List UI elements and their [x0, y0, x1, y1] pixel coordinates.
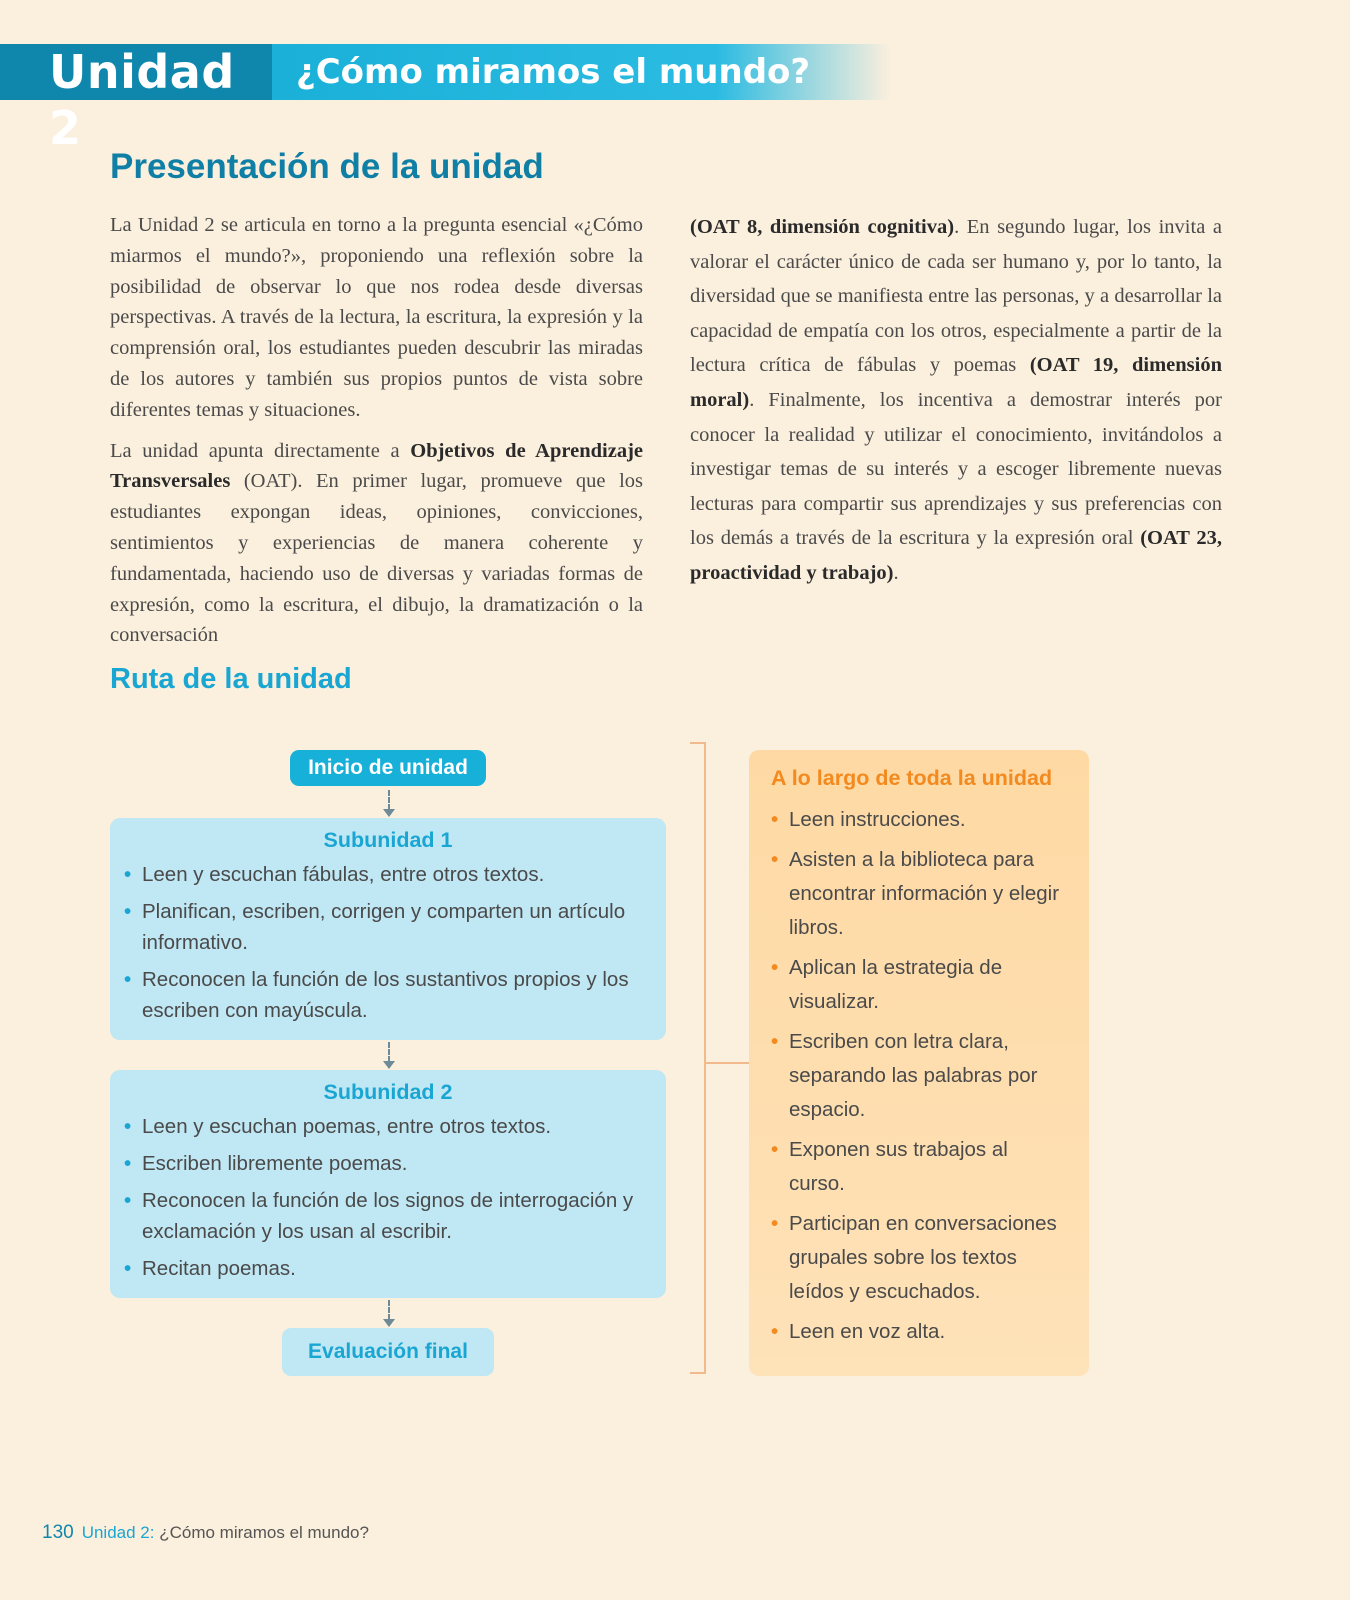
list-item: • Asisten a la biblioteca para encontrar información y elegir libros.: [771, 843, 1069, 945]
presentation-paragraph-2: [110, 436, 643, 652]
flow-arrow-3: [383, 1300, 395, 1328]
list-item: • Reconocen la función de los sustantivos propios y los escriben con mayúscula.: [124, 964, 652, 1026]
list-item: • Aplican la estrategia de visualizar.: [771, 951, 1069, 1019]
presentation-column-left: [110, 210, 643, 651]
list-item: • Escriben libremente poemas.: [124, 1148, 652, 1179]
list-item: • Leen instrucciones.: [771, 803, 1069, 837]
presentation-title: Presentación de la unidad: [110, 147, 544, 186]
oat-19-reference: (OAT 19, dimensión moral): [690, 354, 1222, 411]
list-item: • Planifican, escriben, corrigen y comparten un artículo informativo.: [124, 896, 652, 958]
subunidad-2-list: [124, 1111, 652, 1284]
paragraph-text: . Finalmente, los incentiva a demostrar interés por conocer la realidad y utilizar el conocimiento, invitándolos a investigar temas de su interés y a escoger libremente nuevas lecturas para compartir sus aprendizajes y sus preferencias con los demás a través de la escritura y la expresión oral: [690, 388, 1222, 550]
subunidad-1-title: Subunidad 1: [323, 828, 453, 852]
along-unit-box: [749, 750, 1089, 1376]
unit-label: Unidad 2: [0, 44, 272, 100]
page-number: 130: [42, 1522, 74, 1543]
subunidad-2-box: [110, 1070, 666, 1298]
list-item: • Escriben con letra clara, separando las palabras por espacio.: [771, 1025, 1069, 1127]
inicio-unidad-pill: Inicio de unidad: [290, 750, 486, 786]
list-item: • Leen y escuchan fábulas, entre otros textos.: [124, 859, 652, 890]
paragraph-text: La unidad apunta directamente a: [110, 439, 411, 462]
footer-unit: Unidad 2:: [81, 1523, 155, 1542]
list-item: • Recitan poemas.: [124, 1253, 652, 1284]
subunidad-2-title: Subunidad 2: [323, 1080, 453, 1104]
along-unit-list: [771, 803, 1069, 1349]
list-item: • Exponen sus trabajos al curso.: [771, 1133, 1069, 1201]
list-item: • Leen en voz alta.: [771, 1315, 1069, 1349]
subunidad-1-list: [124, 859, 652, 1026]
unit-header: [0, 44, 890, 155]
ruta-title: Ruta de la unidad: [110, 663, 352, 695]
paragraph-text: . En segundo lugar, los invita a valorar el carácter único de cada ser humano y, por lo tanto, la diversidad que se manifiesta entre las personas, y a desarrollar la capacidad de empatía con los otros, especialmente a partir de la lectura crítica de fábulas y poemas: [690, 216, 1222, 377]
presentation-column-right: [690, 210, 1222, 591]
presentation-paragraph-2-cont: [690, 210, 1222, 591]
oat-8-reference: (OAT 8, dimensión cognitiva): [690, 216, 955, 238]
footer-title: ¿Cómo miramos el mundo?: [159, 1523, 369, 1542]
evaluacion-final-pill: Evaluación final: [282, 1328, 494, 1376]
oat-23-reference: (OAT 23, proactividad y trabajo): [690, 527, 1222, 584]
paragraph-text: .: [893, 561, 899, 584]
flow-arrow-2: [383, 1042, 395, 1070]
list-item: • Reconocen la función de los signos de interrogación y exclamación y los usan al escribir.: [124, 1185, 652, 1247]
subunidad-1-box: [110, 818, 666, 1040]
page-footer: [42, 1522, 369, 1544]
oat-bold-term: Objetivos de Aprendizaje Transversales: [110, 439, 643, 493]
unit-title: ¿Cómo miramos el mundo?: [272, 44, 890, 100]
along-unit-title: A lo largo de toda la unidad: [771, 766, 1053, 790]
presentation-paragraph-1: La Unidad 2 se articula en torno a la pregunta esencial «¿Cómo miarmos el mundo?», proponiendo una reflexión sobre la posibilidad de observar lo que nos rodea desde diversas perspectivas. A través de la lectura, la escritura, la expresión y la comprensión oral, los estudiantes pueden descubrir las miradas de los autores y también sus propios puntos de vista sobre diferentes temas y situaciones.: [110, 214, 643, 421]
bracket-connector-tick: [706, 1062, 749, 1064]
list-item: • Participan en conversaciones grupales sobre los textos leídos y escuchados.: [771, 1207, 1069, 1309]
list-item: • Leen y escuchan poemas, entre otros textos.: [124, 1111, 652, 1142]
paragraph-text: (OAT). En primer lugar, promueve que los estudiantes expongan ideas, opiniones, convicciones, sentimientos y experiencias de manera coherente y fundamentada, haciendo uso de diversas y variadas formas de expresión, como la escritura, el dibujo, la dramatización o la conversación: [110, 470, 643, 647]
flow-arrow-1: [383, 790, 395, 818]
bracket-connector: [690, 742, 706, 1374]
